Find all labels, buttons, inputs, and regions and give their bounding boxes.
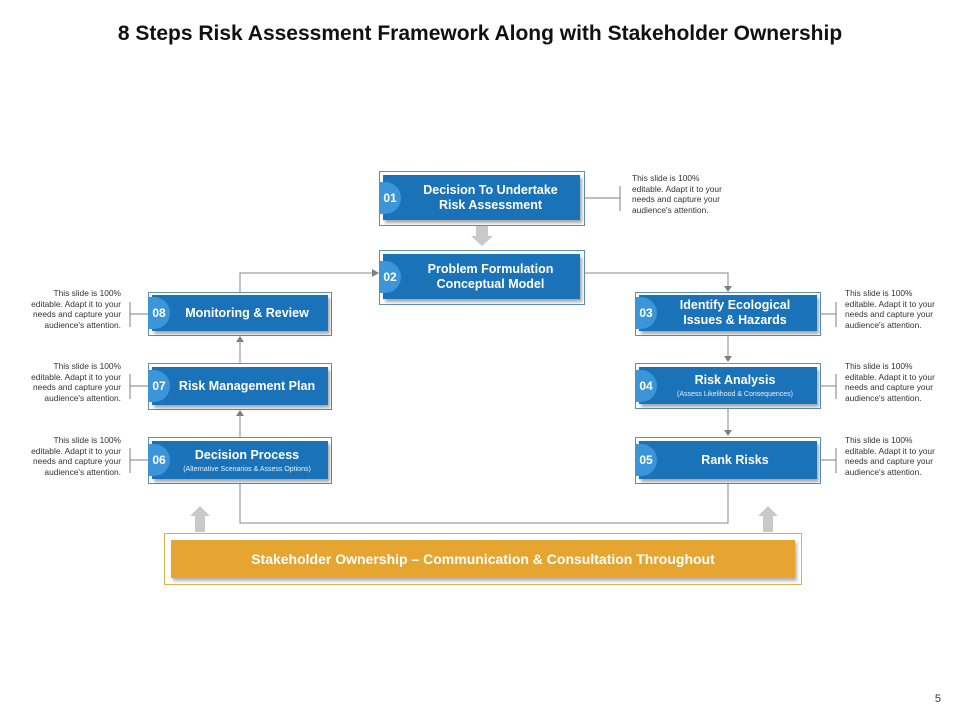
up-arrow-right xyxy=(758,506,778,532)
step-04-sublabel: (Assess Likelihood & Consequences) xyxy=(677,391,793,398)
note-bracket-06 xyxy=(130,448,148,473)
step-02-number: 02 xyxy=(379,261,401,293)
step-07-label: Risk Management Plan xyxy=(178,378,316,393)
page-title: 8 Steps Risk Assessment Framework Along with Stakeholder Ownership xyxy=(117,22,843,45)
connector-05-06 xyxy=(240,484,728,523)
note-step-05: This slide is 100% editable. Adapt it to your needs and capture your audience's attention. xyxy=(845,435,935,477)
step-02-box[interactable] xyxy=(383,254,580,299)
note-bracket-05 xyxy=(820,448,836,473)
step-02-label: Problem Formulation Conceptual Model xyxy=(427,261,554,291)
step-07-number: 07 xyxy=(148,370,170,402)
arrowhead-04 xyxy=(724,356,732,362)
step-08-box[interactable] xyxy=(152,295,328,331)
arrowhead-08 xyxy=(236,336,244,342)
step-06-label: Decision Process xyxy=(194,447,300,462)
note-bracket-08 xyxy=(130,302,148,327)
arrowhead-05 xyxy=(724,430,732,436)
connector-08-02 xyxy=(240,273,372,292)
step-05-label: Rank Risks xyxy=(701,452,769,467)
stakeholder-banner[interactable] xyxy=(171,540,795,578)
arrowhead-07 xyxy=(236,410,244,416)
note-step-03: This slide is 100% editable. Adapt it to your needs and capture your audience's attention. xyxy=(845,288,935,330)
step-06-sublabel: (Alternative Scenarios & Assess Options) xyxy=(183,465,311,473)
banner-text: Stakeholder Ownership – Communication & Consultation Throughout xyxy=(251,551,715,567)
step-03-box[interactable] xyxy=(639,295,817,331)
step-01-label: Decision To Undertake Risk Assessment xyxy=(423,182,558,212)
step-06-box[interactable] xyxy=(152,441,328,479)
note-step-01: This slide is 100% editable. Adapt it to your needs and capture your audience's attention. xyxy=(632,173,722,215)
note-bracket-07 xyxy=(130,374,148,399)
step-05-box[interactable] xyxy=(639,441,817,479)
step-06-number: 06 xyxy=(148,444,170,476)
step-01-box[interactable] xyxy=(383,175,580,220)
connector-02-03 xyxy=(585,273,728,286)
step-07-box[interactable] xyxy=(152,367,328,405)
note-bracket-03 xyxy=(820,302,836,327)
step-05-number: 05 xyxy=(635,444,657,476)
step-03-number: 03 xyxy=(635,297,657,329)
arrowhead-02 xyxy=(372,269,379,277)
step-08-label: Monitoring & Review xyxy=(185,305,309,320)
note-step-08: This slide is 100% editable. Adapt it to your needs and capture your audience's attention. xyxy=(31,288,121,330)
step-04-box[interactable] xyxy=(639,367,817,404)
step-01-number: 01 xyxy=(379,182,401,214)
step-04-label: Risk Analysis xyxy=(694,373,776,387)
up-arrow-left xyxy=(190,506,210,532)
note-step-07: This slide is 100% editable. Adapt it to your needs and capture your audience's attention. xyxy=(31,361,121,403)
note-bracket-04 xyxy=(820,374,836,399)
page-number: 5 xyxy=(934,693,941,705)
down-arrow-01-02 xyxy=(471,226,493,246)
note-bracket-01 xyxy=(585,186,620,211)
step-04-number: 04 xyxy=(635,370,657,402)
note-step-04: This slide is 100% editable. Adapt it to your needs and capture your audience's attention. xyxy=(845,361,935,403)
step-08-number: 08 xyxy=(148,297,170,329)
step-03-label: Identify Ecological Issues & Hazards xyxy=(679,298,791,327)
note-step-06: This slide is 100% editable. Adapt it to your needs and capture your audience's attention. xyxy=(31,435,121,477)
